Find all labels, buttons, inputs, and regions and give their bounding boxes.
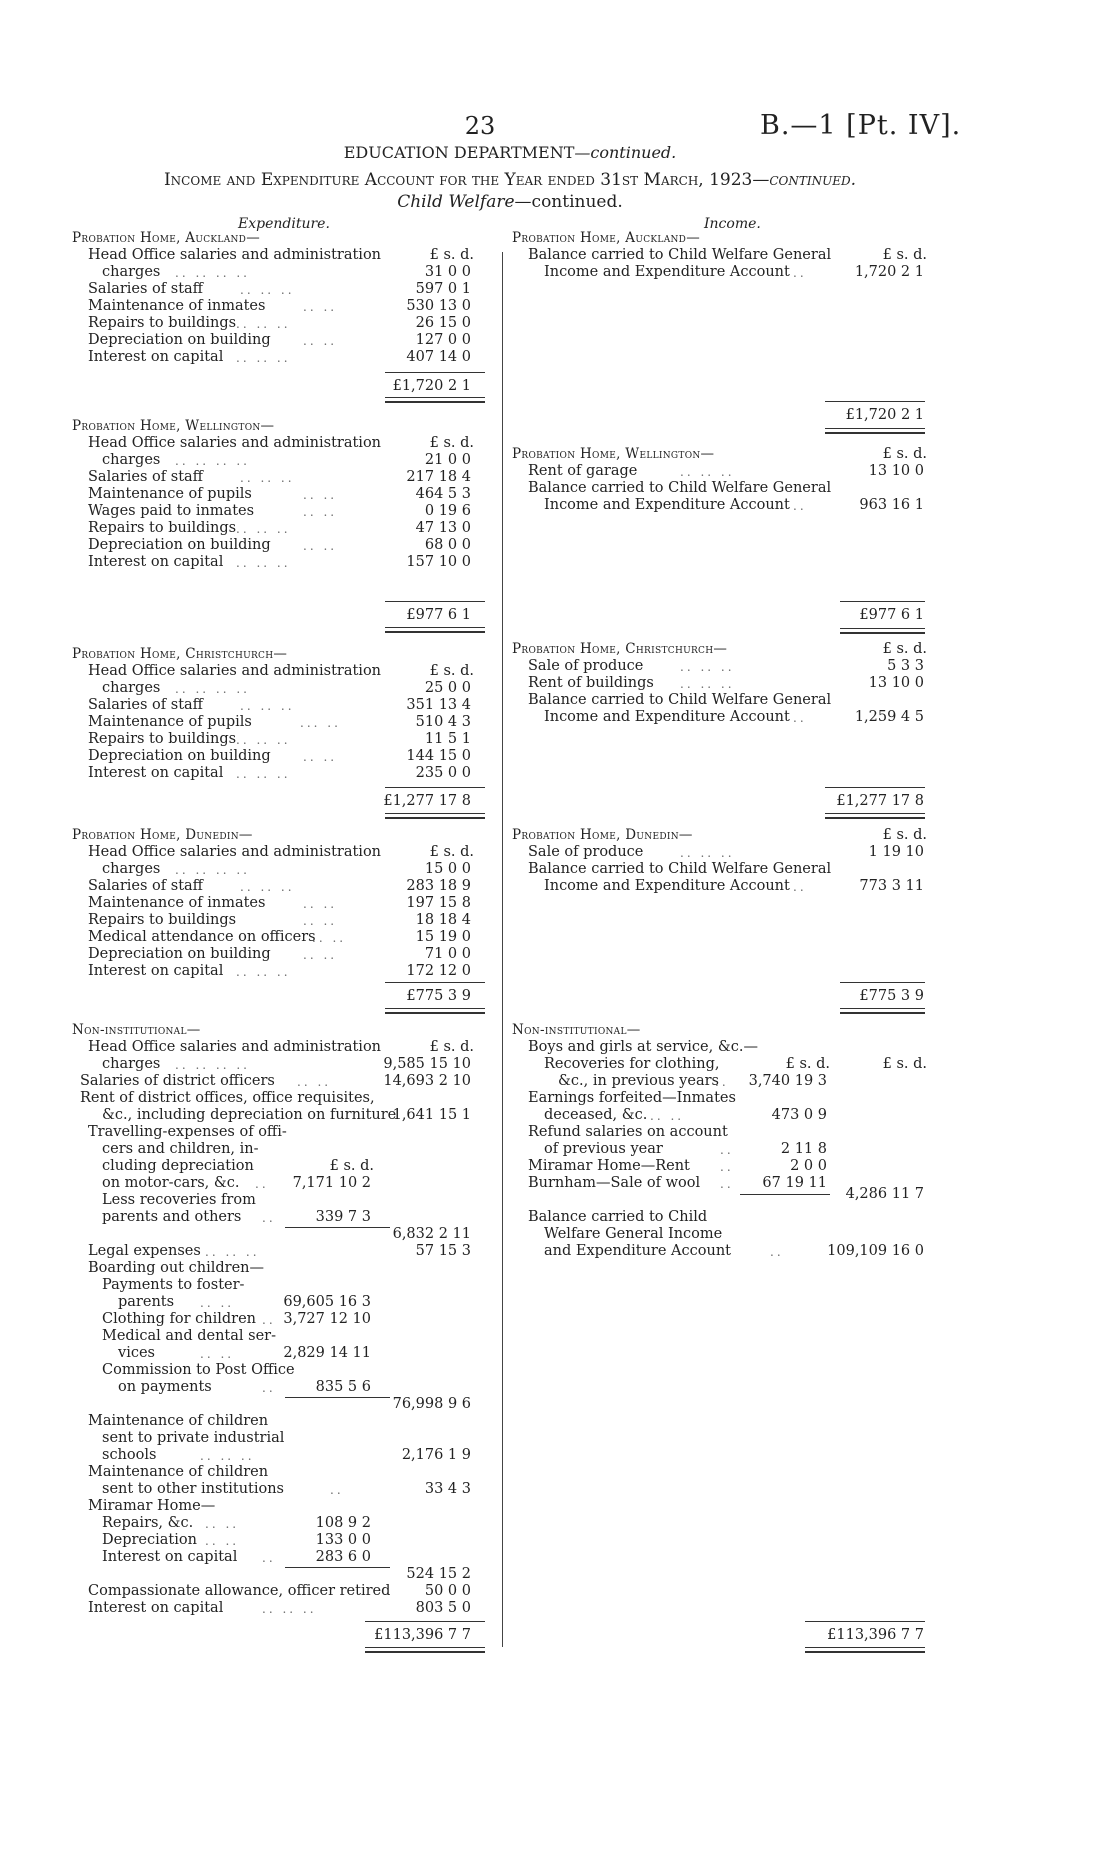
inc-christchurch-title: Probation Home, Christchurch— <box>512 641 728 657</box>
dot-leader: .. .. .. <box>236 556 291 570</box>
rule <box>385 982 485 983</box>
income-heading: Income. <box>704 216 761 232</box>
dot-leader: .. .. <box>303 300 338 314</box>
exp-christchurch-line: Depreciation on building <box>88 748 271 764</box>
inc-wellington-currency: £ s. d. <box>882 446 927 462</box>
exp-christchurch-amount: 510 4 3 <box>415 714 471 730</box>
dot-leader: .. .. .. <box>236 317 291 331</box>
exp-auckland-line: Head Office salaries and administration <box>88 247 382 263</box>
exp-travel-line: parents and others <box>102 1209 242 1225</box>
exp-auckland-amount: 26 15 0 <box>415 315 471 331</box>
exp-wellington-line: Interest on capital <box>88 554 224 570</box>
double-rule <box>385 627 485 633</box>
exp-wellington-amount: 68 0 0 <box>424 537 471 553</box>
exp-auckland-currency: £ s. d. <box>429 247 474 263</box>
inc-auckland-line: Income and Expenditure Account <box>544 264 790 280</box>
exp-compassionate-amount: 50 0 0 <box>424 1583 471 1599</box>
exp-wellington-amount: 157 10 0 <box>406 554 471 570</box>
account-title-suffix: —continued. <box>752 170 857 190</box>
dot-leader: .. .. .. <box>236 767 291 781</box>
exp-wellington-amount: 464 5 3 <box>415 486 471 502</box>
inc-noninst-balance-amount: 109,109 16 0 <box>827 1243 924 1259</box>
department-name: EDUCATION DEPARTMENT <box>343 143 575 162</box>
subtitle-rest: —continued. <box>514 192 623 212</box>
exp-miramar-line: Interest on capital <box>102 1549 238 1565</box>
exp-auckland-line: Depreciation on building <box>88 332 271 348</box>
exp-boarding-line: Clothing for children <box>102 1311 256 1327</box>
exp-auckland-amount: 597 0 1 <box>415 281 471 297</box>
exp-miramar-amount: 108 9 2 <box>315 1515 371 1531</box>
exp-legal-line: Legal expenses <box>88 1243 201 1259</box>
exp-dunedin-currency: £ s. d. <box>429 844 474 860</box>
double-rule <box>825 428 925 434</box>
exp-dunedin-amount: 172 12 0 <box>406 963 471 979</box>
dot-leader: .. .. <box>303 488 338 502</box>
inc-auckland-total: £1,720 2 1 <box>845 407 924 423</box>
inc-noninst-balance-line: and Expenditure Account <box>544 1243 731 1259</box>
exp-christchurch-amount: 25 0 0 <box>424 680 471 696</box>
inc-auckland-amount: 1,720 2 1 <box>854 264 924 280</box>
inc-christchurch-amount: 5 3 3 <box>887 658 924 674</box>
inc-dunedin-line: Balance carried to Child Welfare General <box>528 861 832 877</box>
inc-noninst-currency-outer: £ s. d. <box>882 1056 927 1072</box>
dot-leader: .. <box>793 880 807 894</box>
inc-christchurch-amount: 13 10 0 <box>868 675 924 691</box>
exp-boarding-line: Medical and dental ser- <box>102 1328 277 1344</box>
exp-christchurch-line: Salaries of staff <box>88 697 203 713</box>
exp-noninst-line: Head Office salaries and administration <box>88 1039 382 1055</box>
inc-noninst-line: Refund salaries on account <box>528 1124 728 1140</box>
exp-auckland-title: Probation Home, Auckland— <box>72 230 260 246</box>
exp-christchurch-total: £1,277 17 8 <box>383 793 471 809</box>
rule <box>740 1194 830 1195</box>
rule <box>805 1621 925 1622</box>
rule <box>385 601 485 602</box>
exp-christchurch-title: Probation Home, Christchurch— <box>72 646 288 662</box>
dot-leader: .. .. <box>303 914 338 928</box>
dot-leader: .. .. .. <box>240 880 295 894</box>
inc-christchurch-currency: £ s. d. <box>882 641 927 657</box>
inc-noninst-line: of previous year <box>544 1141 663 1157</box>
dot-leader: .. .. <box>205 1534 240 1548</box>
inc-noninst-line: Miramar Home—Rent <box>528 1158 690 1174</box>
dot-leader: .. .. .. <box>205 1245 260 1259</box>
rule <box>285 1227 390 1228</box>
exp-wellington-line: charges <box>102 452 161 468</box>
exp-dunedin-line: Depreciation on building <box>88 946 271 962</box>
dot-leader: .. .. .. <box>680 846 735 860</box>
exp-miramar-total: 524 15 2 <box>406 1566 471 1582</box>
exp-dunedin-amount: 18 18 4 <box>415 912 471 928</box>
exp-auckland-line: charges <box>102 264 161 280</box>
inc-noninst-title: Non-institutional— <box>512 1022 641 1038</box>
exp-wellington-line: Salaries of staff <box>88 469 203 485</box>
inc-dunedin-line: Sale of produce <box>528 844 644 860</box>
inc-christchurch-line: Rent of buildings <box>528 675 654 691</box>
inc-noninst-subtotal: 4,286 11 7 <box>845 1186 924 1202</box>
double-rule <box>825 813 925 819</box>
rule <box>285 1397 390 1398</box>
inc-noninst-amount: 3,740 19 3 <box>748 1073 827 1089</box>
dot-leader: .. .. <box>303 948 338 962</box>
dot-leader: .. .. .. <box>680 660 735 674</box>
dot-leader: .. <box>262 1313 276 1327</box>
inc-wellington-amount: 963 16 1 <box>859 497 924 513</box>
exp-auckland-line: Repairs to buildings <box>88 315 237 331</box>
exp-miramar-amount: 283 6 0 <box>315 1549 371 1565</box>
inc-noninst-line: Earnings forfeited—Inmates <box>528 1090 736 1106</box>
rule <box>365 1621 485 1622</box>
exp-noninst-line: &c., including depreciation on furniture <box>102 1107 397 1123</box>
exp-boarding-title: Boarding out children— <box>88 1260 264 1276</box>
exp-auckland-total: £1,720 2 1 <box>392 378 471 394</box>
inc-auckland-title: Probation Home, Auckland— <box>512 230 700 246</box>
inc-dunedin-line: Income and Expenditure Account <box>544 878 790 894</box>
exp-miramar-line: Repairs, &c. <box>102 1515 194 1531</box>
dot-leader: .. <box>720 1160 734 1174</box>
exp-dunedin-line: Interest on capital <box>88 963 224 979</box>
exp-interest-line: Interest on capital <box>88 1600 224 1616</box>
dot-leader: .. .. .. .. <box>175 863 250 877</box>
rule <box>285 1567 390 1568</box>
inc-grand-total: £113,396 7 7 <box>827 1627 924 1643</box>
dot-leader: .. .. .. <box>236 351 291 365</box>
inc-noninst-balance-line: Balance carried to Child <box>528 1209 708 1225</box>
double-rule <box>805 1647 925 1653</box>
dot-leader: .. .. <box>650 1109 685 1123</box>
exp-wellington-line: Depreciation on building <box>88 537 271 553</box>
exp-christchurch-amount: 235 0 0 <box>415 765 471 781</box>
exp-miramar-title: Miramar Home— <box>88 1498 216 1514</box>
exp-boarding-line: on payments <box>118 1379 212 1395</box>
exp-wellington-line: Maintenance of pupils <box>88 486 252 502</box>
inc-noninst-line: deceased, &c. <box>544 1107 648 1123</box>
dot-leader: .. .. .. <box>236 522 291 536</box>
inc-christchurch-line: Income and Expenditure Account <box>544 709 790 725</box>
dot-leader: .. .. <box>200 1296 235 1310</box>
exp-noninst-amount: 14,693 2 10 <box>383 1073 471 1089</box>
exp-boarding-total: 76,998 9 6 <box>392 1396 471 1412</box>
exp-wellington-currency: £ s. d. <box>429 435 474 451</box>
exp-wellington-amount: 21 0 0 <box>424 452 471 468</box>
exp-noninst-amount: 1,641 15 1 <box>392 1107 471 1123</box>
exp-christchurch-line: Head Office salaries and administration <box>88 663 382 679</box>
exp-boarding-amount: 69,605 16 3 <box>283 1294 371 1310</box>
inc-dunedin-currency: £ s. d. <box>882 827 927 843</box>
inc-christchurch-line: Sale of produce <box>528 658 644 674</box>
dot-leader: .. .. <box>303 897 338 911</box>
dot-leader: .. .. .. .. <box>175 1058 250 1072</box>
exp-travel-line: cluding depreciation <box>102 1158 254 1174</box>
dot-leader: .. .. <box>303 334 338 348</box>
exp-travel-line: on motor-cars, &c. <box>102 1175 240 1191</box>
exp-auckland-amount: 530 13 0 <box>406 298 471 314</box>
inc-noninst-amount: 473 0 9 <box>771 1107 827 1123</box>
account-title-text: Income and Expenditure Account for the Year ended 31st March, 1923 <box>163 170 753 190</box>
exp-dunedin-line: Maintenance of inmates <box>88 895 266 911</box>
exp-boarding-line: vices <box>118 1345 155 1361</box>
exp-christchurch-currency: £ s. d. <box>429 663 474 679</box>
exp-dunedin-amount: 197 15 8 <box>406 895 471 911</box>
exp-dunedin-line: Salaries of staff <box>88 878 203 894</box>
inc-dunedin-total: £775 3 9 <box>859 988 924 1004</box>
exp-auckland-line: Salaries of staff <box>88 281 203 297</box>
dot-leader: .. <box>715 1075 729 1089</box>
exp-noninst-line: charges <box>102 1056 161 1072</box>
dot-leader: .. .. <box>297 1075 332 1089</box>
exp-noninst-currency: £ s. d. <box>429 1039 474 1055</box>
section-subtitle <box>0 192 1020 212</box>
exp-christchurch-amount: 144 15 0 <box>406 748 471 764</box>
expenditure-heading: Expenditure. <box>238 216 330 232</box>
exp-travel-line: Less recoveries from <box>102 1192 256 1208</box>
exp-wellington-title: Probation Home, Wellington— <box>72 418 275 434</box>
column-divider <box>502 252 503 1647</box>
dot-leader: ... .. <box>300 716 341 730</box>
inc-christchurch-amount: 1,259 4 5 <box>854 709 924 725</box>
exp-boarding-amount: 835 5 6 <box>315 1379 371 1395</box>
inc-noninst-line: &c., in previous years <box>558 1073 719 1089</box>
inc-dunedin-amount: 773 3 11 <box>859 878 924 894</box>
rule <box>825 401 925 402</box>
exp-dunedin-line: Repairs to buildings <box>88 912 237 928</box>
exp-noninst-line: Salaries of district officers <box>80 1073 275 1089</box>
exp-boarding-line: Payments to foster- <box>102 1277 245 1293</box>
exp-auckland-line: Interest on capital <box>88 349 224 365</box>
double-rule <box>840 628 925 634</box>
dot-leader: .. .. .. <box>680 677 735 691</box>
inc-christchurch-line: Balance carried to Child Welfare General <box>528 692 832 708</box>
exp-dunedin-title: Probation Home, Dunedin— <box>72 827 253 843</box>
inc-noninst-amount: 2 0 0 <box>790 1158 827 1174</box>
exp-dunedin-amount: 15 0 0 <box>424 861 471 877</box>
rule <box>840 982 925 983</box>
exp-other-inst-line: Maintenance of children <box>88 1464 269 1480</box>
dot-leader: .. .. <box>303 505 338 519</box>
inc-wellington-total: £977 6 1 <box>859 607 924 623</box>
exp-miramar-line: Depreciation <box>102 1532 197 1548</box>
inc-noninst-amount: 2 11 8 <box>780 1141 827 1157</box>
exp-christchurch-amount: 11 5 1 <box>424 731 471 747</box>
exp-christchurch-line: charges <box>102 680 161 696</box>
exp-travel-line: Travelling-expenses of offi- <box>88 1124 287 1140</box>
inc-noninst-balance-line: Welfare General Income <box>544 1226 723 1242</box>
inc-auckland-currency: £ s. d. <box>882 247 927 263</box>
dot-leader: .. <box>262 1211 276 1225</box>
department-heading <box>0 143 1020 162</box>
dot-leader: .. <box>262 1381 276 1395</box>
exp-auckland-amount: 127 0 0 <box>415 332 471 348</box>
exp-wellington-amount: 217 18 4 <box>406 469 471 485</box>
exp-auckland-line: Maintenance of inmates <box>88 298 266 314</box>
exp-dunedin-line: charges <box>102 861 161 877</box>
exp-wellington-line: Wages paid to inmates <box>88 503 255 519</box>
inc-wellington-line: Income and Expenditure Account <box>544 497 790 513</box>
rule <box>840 601 925 602</box>
dot-leader: .. .. .. .. <box>175 454 250 468</box>
page-number: 23 <box>464 112 496 140</box>
inc-wellington-line: Rent of garage <box>528 463 638 479</box>
dot-leader: .. .. <box>303 539 338 553</box>
inc-noninst-amount: 67 19 11 <box>762 1175 827 1191</box>
exp-private-schools-amount: 2,176 1 9 <box>401 1447 471 1463</box>
dot-leader: .. <box>793 711 807 725</box>
exp-legal-amount: 57 15 3 <box>415 1243 471 1259</box>
inc-wellington-amount: 13 10 0 <box>868 463 924 479</box>
exp-christchurch-line: Repairs to buildings <box>88 731 237 747</box>
exp-christchurch-line: Interest on capital <box>88 765 224 781</box>
rule <box>825 787 925 788</box>
dot-leader: .. .. <box>303 750 338 764</box>
exp-dunedin-amount: 71 0 0 <box>424 946 471 962</box>
exp-wellington-line: Head Office salaries and administration <box>88 435 382 451</box>
department-suffix: —continued. <box>574 143 677 162</box>
exp-other-inst-amount: 33 4 3 <box>424 1481 471 1497</box>
double-rule <box>385 813 485 819</box>
exp-dunedin-line: Medical attendance on officers <box>88 929 316 945</box>
inc-wellington-line: Balance carried to Child Welfare General <box>528 480 832 496</box>
inc-noninst-currency-inner: £ s. d. <box>785 1056 830 1072</box>
double-rule <box>365 1647 485 1653</box>
dot-leader: .. .. <box>205 1517 240 1531</box>
dot-leader: .. <box>793 499 807 513</box>
double-rule <box>840 1008 925 1014</box>
dot-leader: .. <box>720 1143 734 1157</box>
exp-dunedin-total: £775 3 9 <box>406 988 471 1004</box>
exp-auckland-amount: 407 14 0 <box>406 349 471 365</box>
exp-wellington-amount: 0 19 6 <box>424 503 471 519</box>
dot-leader: .. .. .. .. <box>175 266 250 280</box>
exp-christchurch-line: Maintenance of pupils <box>88 714 252 730</box>
dot-leader: .. .. .. <box>236 733 291 747</box>
inc-wellington-title: Probation Home, Wellington— <box>512 446 715 462</box>
exp-wellington-amount: 47 13 0 <box>415 520 471 536</box>
exp-boarding-amount: 2,829 14 11 <box>283 1345 371 1361</box>
exp-travel-line: cers and children, in- <box>102 1141 259 1157</box>
inc-dunedin-amount: 1 19 10 <box>868 844 924 860</box>
exp-dunedin-line: Head Office salaries and administration <box>88 844 382 860</box>
inc-noninst-line: Boys and girls at service, &c.— <box>528 1039 758 1055</box>
inc-noninst-line: Burnham—Sale of wool <box>528 1175 701 1191</box>
exp-boarding-line: Commission to Post Office <box>102 1362 295 1378</box>
exp-auckland-amount: 31 0 0 <box>424 264 471 280</box>
exp-travel-currency: £ s. d. <box>329 1158 374 1174</box>
dot-leader: .. .. .. .. <box>175 682 250 696</box>
exp-private-schools-line: sent to private industrial <box>102 1430 285 1446</box>
subtitle-italic: Child Welfare <box>397 192 515 212</box>
double-rule <box>385 1008 485 1014</box>
exp-noninst-title: Non-institutional— <box>72 1022 201 1038</box>
rule <box>385 787 485 788</box>
account-title <box>0 170 1020 190</box>
dot-leader: .. .. .. <box>240 471 295 485</box>
exp-miramar-amount: 133 0 0 <box>315 1532 371 1548</box>
dot-leader: .. .. .. <box>680 465 735 479</box>
exp-compassionate-line: Compassionate allowance, officer retired <box>88 1583 391 1599</box>
exp-noninst-amount: 9,585 15 10 <box>383 1056 471 1072</box>
inc-auckland-line: Balance carried to Child Welfare General <box>528 247 832 263</box>
exp-dunedin-amount: 283 18 9 <box>406 878 471 894</box>
exp-travel-net: 6,832 2 11 <box>392 1226 471 1242</box>
dot-leader: .. .. <box>312 931 347 945</box>
document-reference: B.—1 [Pt. IV]. <box>760 110 962 141</box>
exp-noninst-line: Rent of district offices, office requisites, <box>80 1090 375 1106</box>
dot-leader: .. .. .. <box>240 283 295 297</box>
exp-boarding-amount: 3,727 12 10 <box>283 1311 371 1327</box>
exp-wellington-line: Repairs to buildings <box>88 520 237 536</box>
exp-wellington-total: £977 6 1 <box>406 607 471 623</box>
exp-other-inst-line: sent to other institutions <box>102 1481 285 1497</box>
exp-grand-total: £113,396 7 7 <box>374 1627 471 1643</box>
dot-leader: .. <box>255 1177 269 1191</box>
dot-leader: .. .. <box>200 1347 235 1361</box>
exp-private-schools-line: schools <box>102 1447 157 1463</box>
dot-leader: .. .. .. <box>262 1602 317 1616</box>
rule <box>385 372 485 373</box>
exp-christchurch-amount: 351 13 4 <box>406 697 471 713</box>
exp-travel-amount: 7,171 10 2 <box>292 1175 371 1191</box>
exp-travel-amount: 339 7 3 <box>315 1209 371 1225</box>
dot-leader: .. <box>262 1551 276 1565</box>
dot-leader: .. <box>720 1177 734 1191</box>
inc-dunedin-title: Probation Home, Dunedin— <box>512 827 693 843</box>
dot-leader: .. .. .. <box>240 699 295 713</box>
inc-christchurch-total: £1,277 17 8 <box>836 793 924 809</box>
dot-leader: .. .. .. <box>200 1449 255 1463</box>
exp-dunedin-amount: 15 19 0 <box>415 929 471 945</box>
exp-private-schools-line: Maintenance of children <box>88 1413 269 1429</box>
dot-leader: .. <box>770 1245 784 1259</box>
exp-interest-amount: 803 5 0 <box>415 1600 471 1616</box>
dot-leader: .. <box>793 266 807 280</box>
inc-noninst-line: Recoveries for clothing, <box>544 1056 720 1072</box>
dot-leader: .. <box>330 1483 344 1497</box>
dot-leader: .. .. .. <box>236 965 291 979</box>
exp-boarding-line: parents <box>118 1294 175 1310</box>
double-rule <box>385 397 485 403</box>
